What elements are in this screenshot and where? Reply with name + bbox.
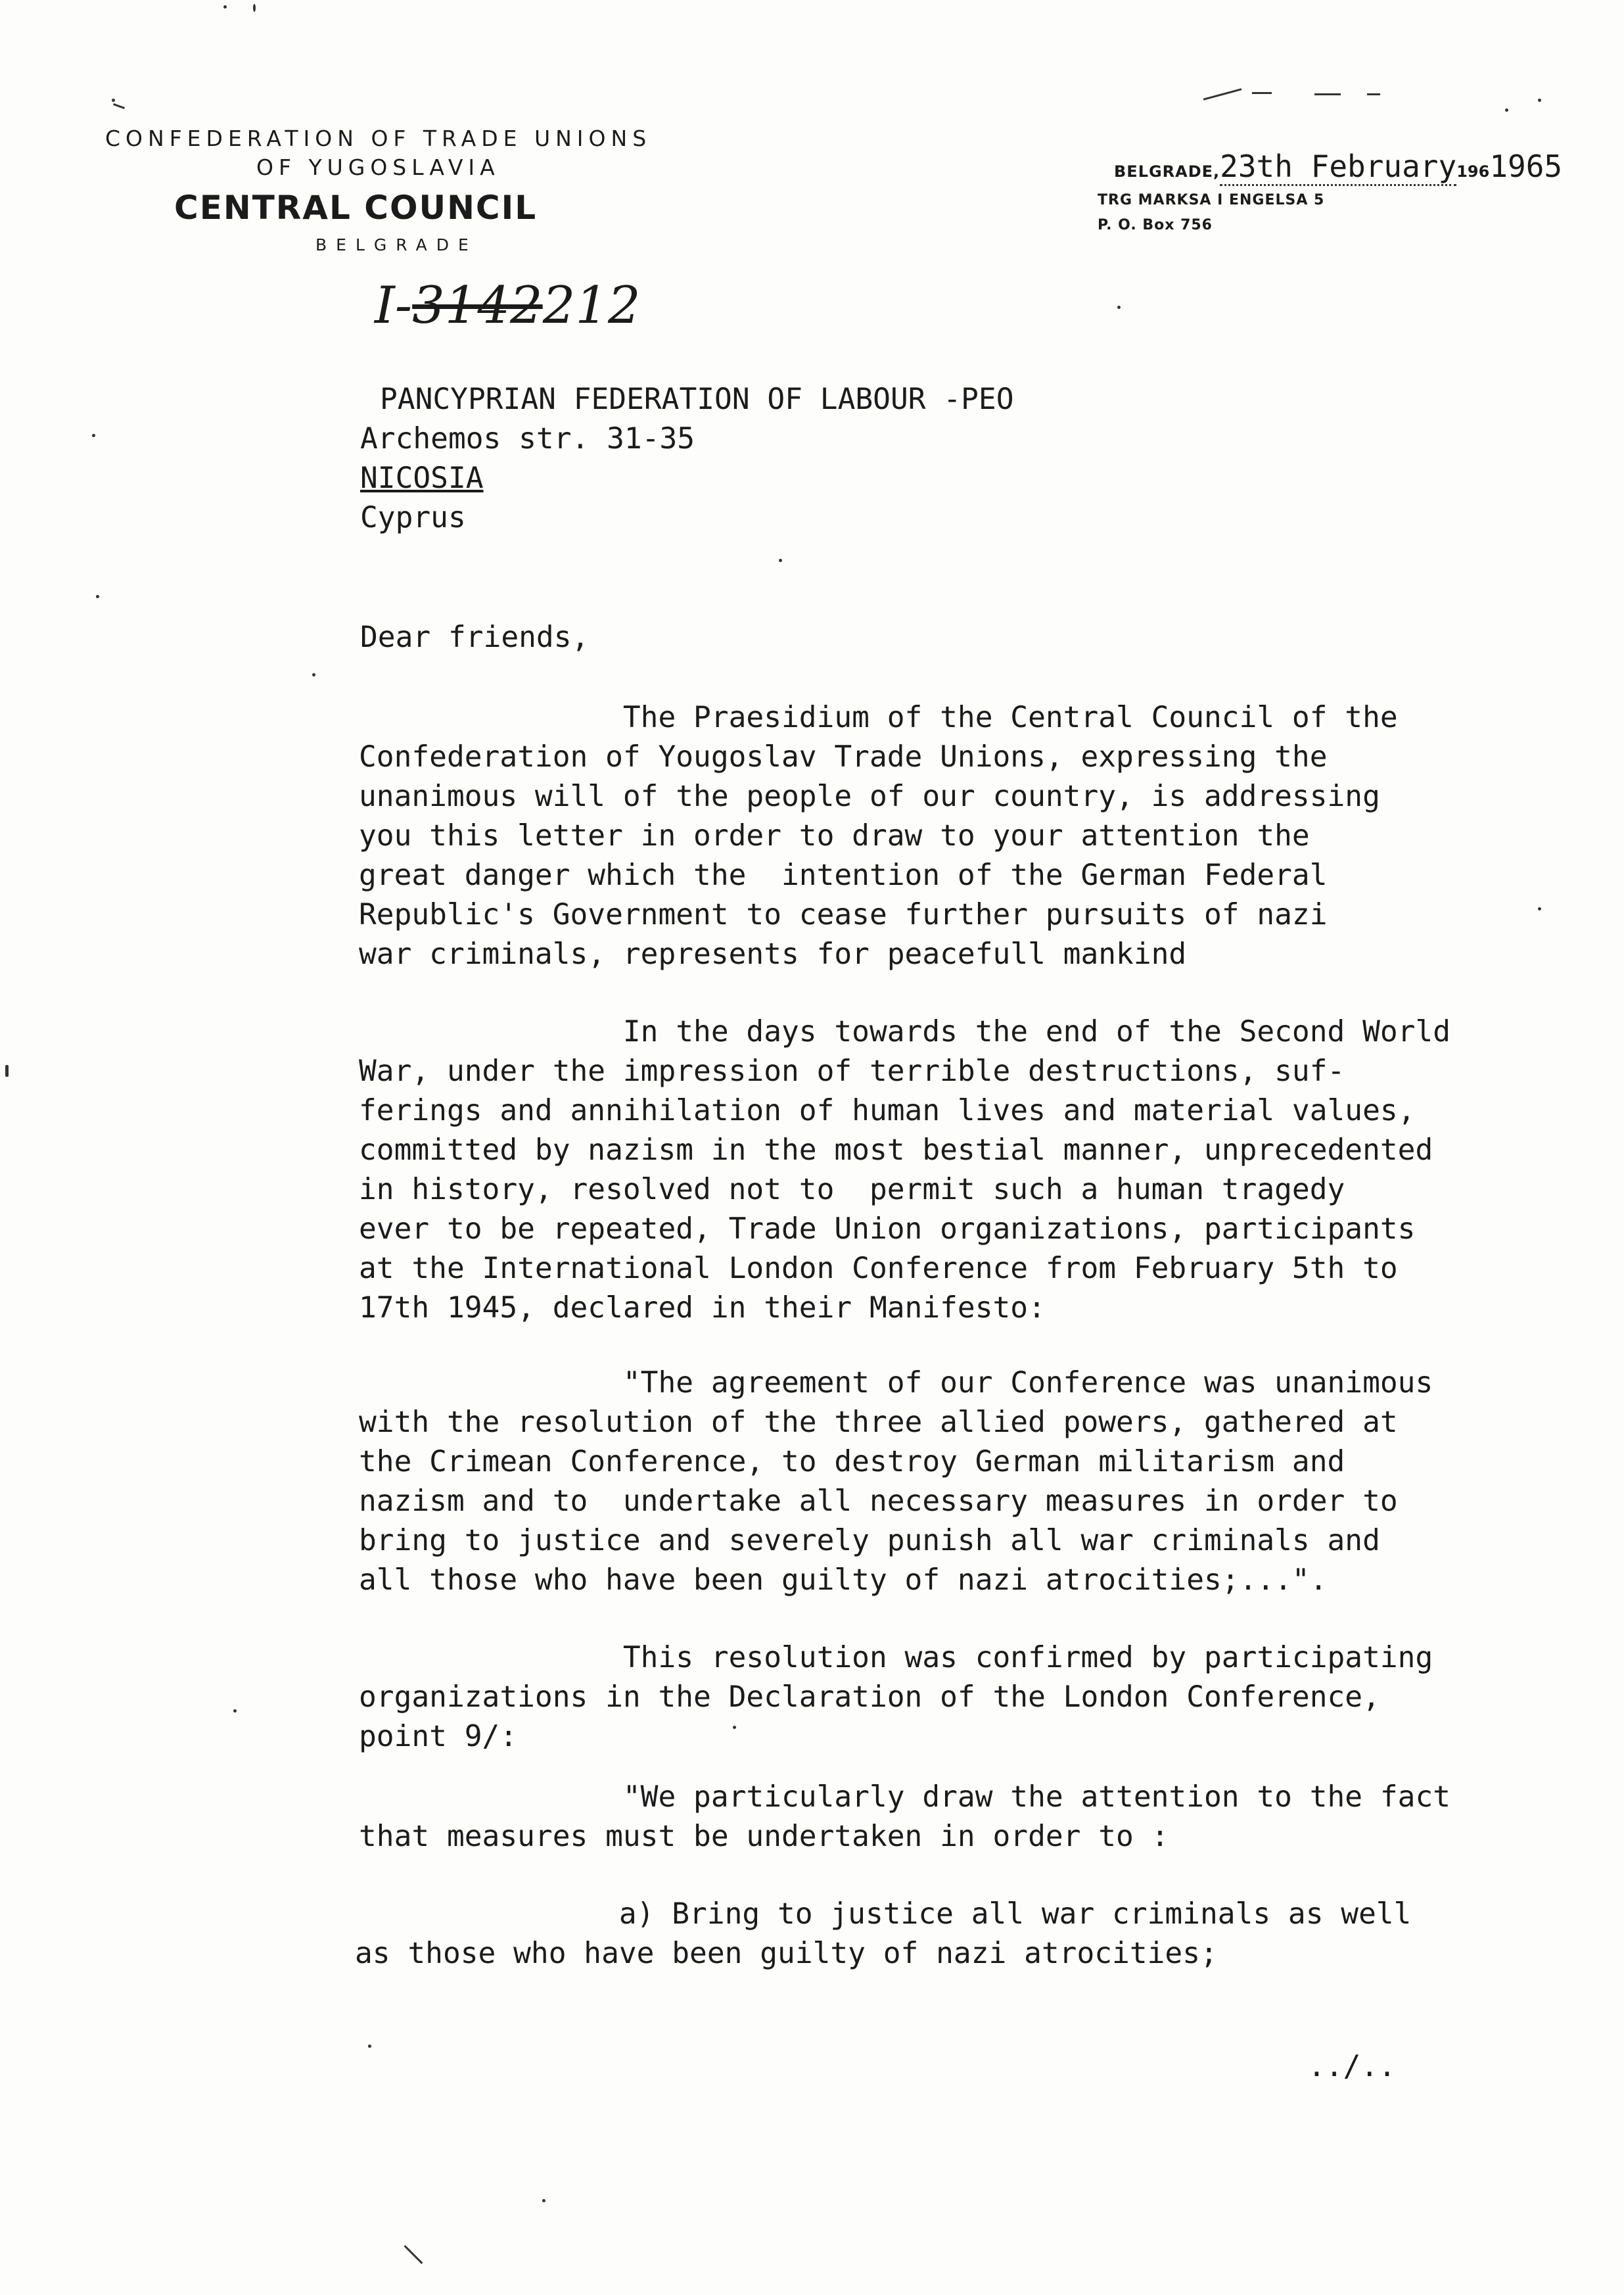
recipient-city: NICOSIA <box>360 461 484 495</box>
paragraph-line: "We particularly draw the attention to the fact <box>359 1780 1451 1814</box>
paragraph-line: a) Bring to justice all war criminals as well <box>355 1897 1412 1931</box>
paragraph-6-item-a <box>355 1895 1411 1974</box>
salutation: Dear friends, <box>360 621 590 654</box>
scan-speck <box>233 1709 237 1713</box>
paragraph-line: that measures must be undertaken in order to : <box>359 1820 1169 1853</box>
scan-speck <box>368 2045 371 2048</box>
paragraph-line: In the days towards the end of the Second World <box>359 1015 1451 1049</box>
stray-pen-mark <box>113 103 125 109</box>
address-line: TRG MARKSA I ENGELSA 5 <box>1098 192 1325 208</box>
date-year-typed: 1965 <box>1489 149 1563 184</box>
scan-speck <box>733 1726 736 1729</box>
paragraph-line: the Crimean Conference, to destroy German militarism and <box>359 1445 1345 1479</box>
letterhead-org-line1: CONFEDERATION OF TRADE UNIONS <box>105 126 652 151</box>
paragraph-line: you this letter in order to draw to your attention the <box>359 819 1310 853</box>
scan-speck <box>312 673 315 676</box>
paragraph-4 <box>359 1638 1433 1757</box>
scan-speck <box>253 4 256 12</box>
stray-pen-mark <box>1314 93 1341 95</box>
stray-pen-mark <box>1252 92 1272 94</box>
paragraph-line: bring to justice and severely punish all war criminals and <box>359 1524 1380 1557</box>
date-typed: 23th February <box>1220 149 1456 186</box>
letterhead-central-council: CENTRAL COUNCIL <box>174 189 538 227</box>
paragraph-line: This resolution was confirmed by participating <box>359 1641 1433 1674</box>
scan-speck <box>223 5 227 9</box>
reference-prefix: I- <box>375 276 413 335</box>
paragraph-3-quote <box>359 1363 1433 1600</box>
date-line <box>1114 149 1562 184</box>
date-printed-year: 196 <box>1456 162 1490 181</box>
scan-speck <box>779 559 782 562</box>
paragraph-line: ferings and annihilation of human lives and material values, <box>359 1094 1416 1127</box>
po-box: P. O. Box 756 <box>1098 217 1213 233</box>
paragraph-line: in history, resolved not to permit such a human tragedy <box>359 1173 1345 1206</box>
scan-speck <box>1117 306 1121 309</box>
scan-speck <box>1538 907 1541 911</box>
scan-speck <box>5 1065 9 1077</box>
paragraph-line: war criminals, represents for peacefull mankind <box>359 937 1187 971</box>
stray-pen-mark <box>404 2245 423 2264</box>
scan-speck <box>1538 99 1541 102</box>
handwritten-reference <box>375 276 641 335</box>
paragraph-line: as those who have been guilty of nazi atrocities; <box>355 1937 1218 1970</box>
paragraph-5-quote <box>359 1778 1450 1857</box>
stray-pen-mark <box>1203 88 1242 100</box>
letterhead-city: BELGRADE <box>315 235 478 254</box>
scan-speck <box>112 99 115 102</box>
paragraph-line: War, under the impression of terrible destructions, suf- <box>359 1054 1345 1088</box>
scan-speck <box>96 595 99 598</box>
paragraph-line: all those who have been guilty of nazi atrocities;...". <box>359 1563 1328 1597</box>
paragraph-line: 17th 1945, declared in their Manifesto: <box>359 1291 1046 1325</box>
stray-pen-mark <box>1367 93 1380 95</box>
paragraph-line: point 9/: <box>359 1720 518 1753</box>
reference-struck-number: 3142 <box>412 276 543 335</box>
scan-speck <box>1505 108 1508 112</box>
paragraph-line: Republic's Government to cease further pursuits of nazi <box>359 898 1328 932</box>
recipient-country: Cyprus <box>360 501 466 534</box>
continuation-marker: ../.. <box>1308 2050 1396 2083</box>
paragraph-line: unanimous will of the people of our country, is addressing <box>359 780 1380 813</box>
paragraph-line: Confederation of Yougoslav Trade Unions, expressing the <box>359 740 1328 774</box>
paragraph-line: organizations in the Declaration of the London Conference, <box>359 1680 1380 1714</box>
paragraph-line: with the resolution of the three allied powers, gathered at <box>359 1406 1398 1439</box>
date-place: BELGRADE, <box>1114 162 1220 181</box>
paragraph-line: ever to be repeated, Trade Union organizations, participants <box>359 1212 1416 1246</box>
paragraph-line: great danger which the intention of the German Federal <box>359 859 1328 892</box>
recipient-line2: Archemos str. 31-35 <box>360 422 695 456</box>
paragraph-line: committed by nazism in the most bestial manner, unprecedented <box>359 1133 1433 1167</box>
paragraph-2 <box>359 1012 1450 1328</box>
paragraph-line: at the International London Conference from February 5th to <box>359 1252 1398 1285</box>
paragraph-line: nazism and to undertake all necessary measures in order to <box>359 1484 1398 1518</box>
paragraph-line: "The agreement of our Conference was unanimous <box>359 1366 1433 1400</box>
paragraph-1 <box>359 698 1398 974</box>
letterhead-org-line2: OF YUGOSLAVIA <box>256 154 500 180</box>
scan-speck <box>542 2199 545 2202</box>
scan-speck <box>92 434 95 437</box>
reference-number: 212 <box>542 276 641 335</box>
paragraph-line: The Praesidium of the Central Council of the <box>359 701 1398 734</box>
recipient-line1: PANCYPRIAN FEDERATION OF LABOUR -PEO <box>380 383 1014 416</box>
